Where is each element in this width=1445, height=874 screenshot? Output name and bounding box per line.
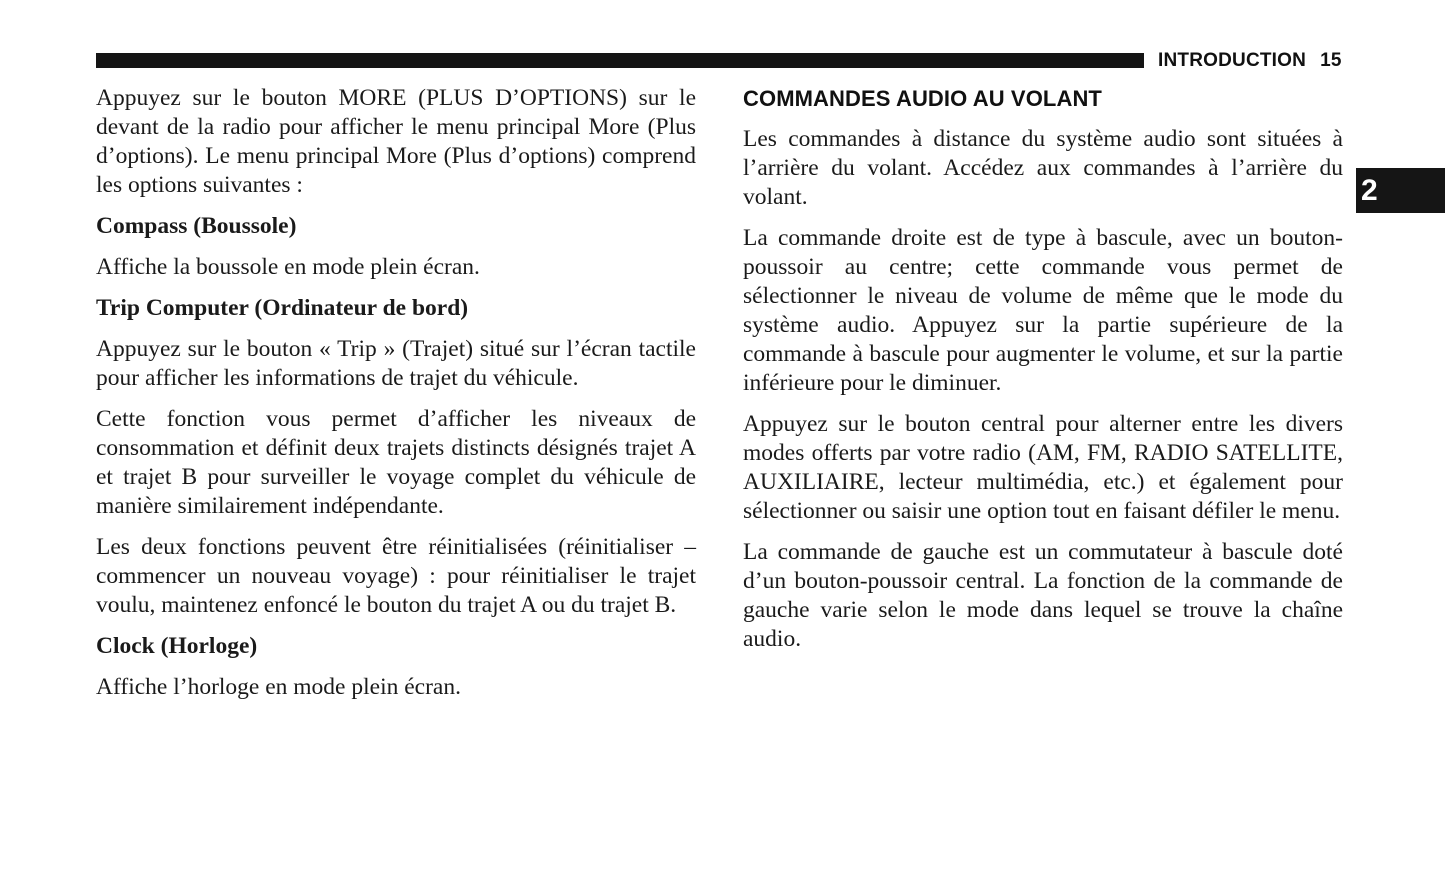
trip-paragraph-2: Cette fonction vous permet d’afficher les niveaux de consommation et définit deux trajets distincts désignés trajet A et trajet B pour surveiller le voyage complet du véhicule de manière similairement indépendante. <box>96 406 696 519</box>
section-heading: COMMANDES AUDIO AU VOLANT <box>743 86 1102 111</box>
right-column <box>743 84 1343 666</box>
audio-paragraph-4: La commande de gauche est un commutateur à bascule doté d’un bouton-poussoir central. La fonction de la commande de gauche varie selon le mode dans lequel se trouve la chaîne audio. <box>743 539 1343 652</box>
section-title: INTRODUCTION <box>1158 50 1307 71</box>
trip-computer-heading: Trip Computer (Ordinateur de bord) <box>96 295 469 321</box>
clock-text: Affiche l’horloge en mode plein écran. <box>96 674 461 700</box>
audio-paragraph-3: Appuyez sur le bouton central pour alterner entre les divers modes offerts par votre radio (AM, FM, RADIO SATELLITE, AUXILIAIRE, lecteur multimédia, etc.) et également pour sélectionner ou saisir une option tout en faisant défiler le menu. <box>743 411 1343 524</box>
audio-paragraph-1: Les commandes à distance du système audio sont situées à l’arrière du volant. Accédez aux commandes à l’arrière du volant. <box>743 126 1343 210</box>
trip-paragraph-3: Les deux fonctions peuvent être réinitialisées (réinitialiser – commencer un nouveau voyage) : pour réinitialiser le trajet voulu, maintenez enfoncé le bouton du trajet A ou du trajet B. <box>96 534 696 618</box>
header-rule <box>96 53 1144 68</box>
compass-heading: Compass (Boussole) <box>96 213 297 239</box>
clock-heading: Clock (Horloge) <box>96 633 258 659</box>
trip-paragraph-1: Appuyez sur le bouton « Trip » (Trajet) situé sur l’écran tactile pour afficher les informations de trajet du véhicule. <box>96 336 696 391</box>
intro-paragraph: Appuyez sur le bouton MORE (PLUS D’OPTIONS) sur le devant de la radio pour afficher le menu principal More (Plus d’options). Le menu principal More (Plus d’options) comprend les options suivantes : <box>96 85 696 198</box>
running-header <box>1158 50 1342 72</box>
left-column <box>96 84 696 714</box>
compass-text: Affiche la boussole en mode plein écran. <box>96 254 480 280</box>
audio-paragraph-2: La commande droite est de type à bascule, avec un bouton-poussoir au centre; cette commande vous permet de sélectionner le niveau de volume de même que le mode du système audio. Appuyez sur la partie supérieure de la commande à bascule pour augmenter le volume, et sur la partie inférieure pour le diminuer. <box>743 225 1343 396</box>
chapter-tab: 2 <box>1356 168 1445 213</box>
page-number: 15 <box>1320 50 1342 71</box>
